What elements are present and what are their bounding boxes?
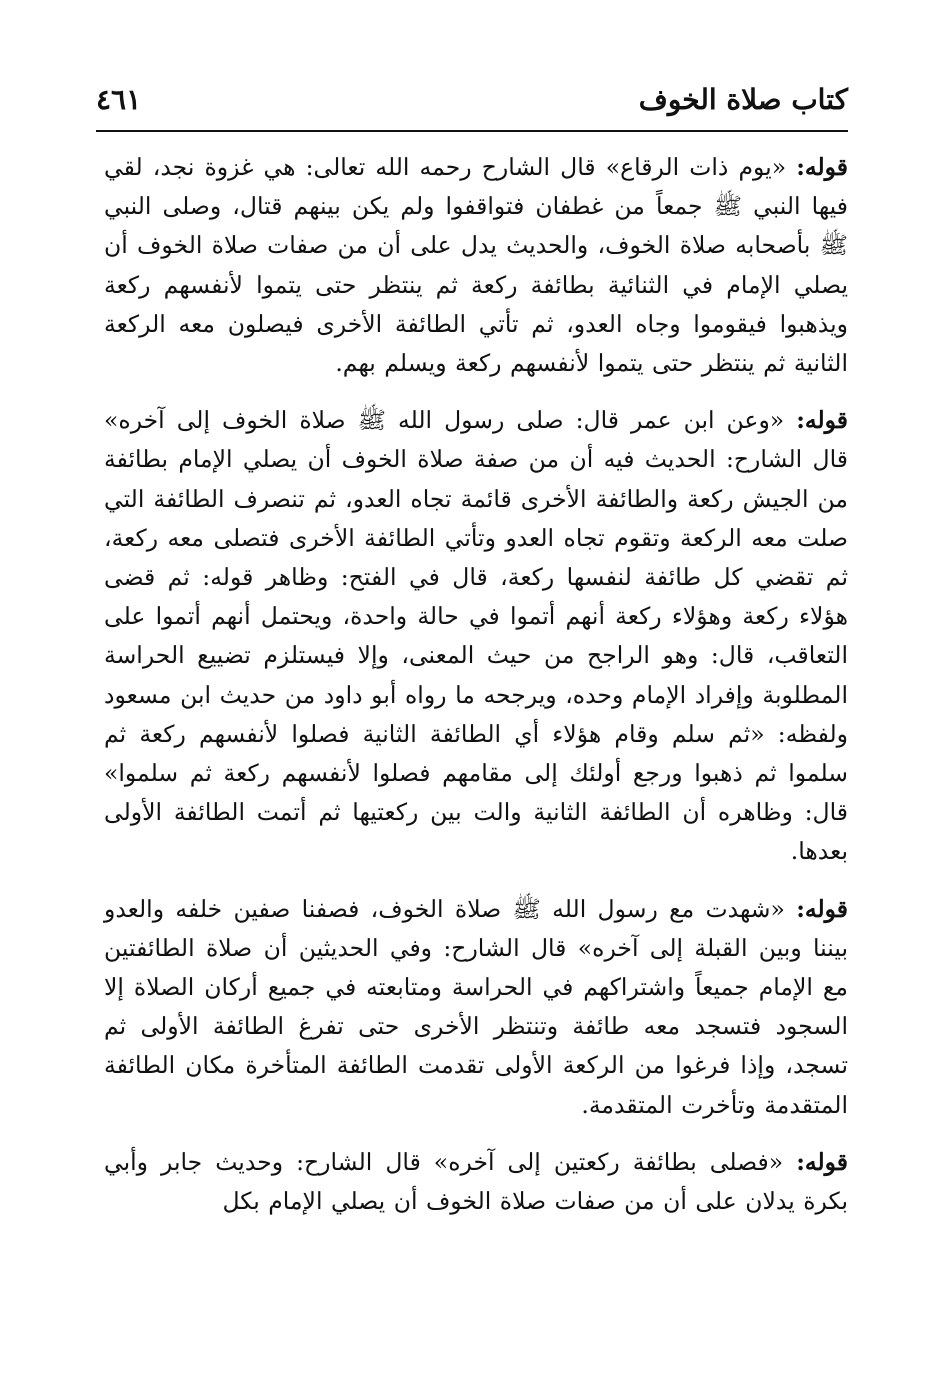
paragraph-1 <box>104 148 848 383</box>
paragraph-label: قوله: <box>796 894 848 923</box>
chapter-title: كتاب صلاة الخوف <box>638 83 848 116</box>
paragraph-label: قوله: <box>796 406 848 435</box>
page-number: ٤٦١ <box>96 83 142 116</box>
paragraph-2 <box>104 401 848 871</box>
paragraph-text: «شهدت مع رسول الله ﷺ صلاة الخوف، فصفنا صفين خلفه والعدو بيننا وبين القبلة إلى آخره» قال الشارح: وفي الحديثين أن صلاة الطائفتين مع الإمام جميعاً واشتراكهم في الحراسة ومتابعته في جميع أركان الصلاة إلا السجود فتسجد معه طائفة وتنتظر الأخرى حتى تفرغ الطائفة الأولى ثم تسجد، وإذا فرغوا من الركعة الأولى تقدمت الطائفة المتأخرة مكان الطائفة المتقدمة وتأخرت المتقدمة. <box>104 894 848 1119</box>
paragraph-text: «فصلى بطائفة ركعتين إلى آخره» قال الشارح: وحديث جابر وأبي بكرة يدلان على أن من صفات صلاة الخوف أن يصلي الإمام بكل <box>104 1147 848 1216</box>
paragraph-3 <box>104 890 848 1125</box>
paragraph-text: «يوم ذات الرقاع» قال الشارح رحمه الله تعالى: هي غزوة نجد، لقي فيها النبي ﷺ جمعاً من غطفان فتواقفوا ولم يكن بينهم قتال، وصلى النبي ﷺ بأصحابه صلاة الخوف، والحديث يدل على أن من صفات صلاة الخوف أن يصلي الإمام في الثنائية بطائفة ركعة ثم ينتظر حتى يتموا لأنفسهم ركعة ويذهبوا فيقوموا وجاه العدو، ثم تأتي الطائفة الأخرى فيصلون معه الركعة الثانية ثم ينتظر حتى يتموا لأنفسهم ركعة ويسلم بهم. <box>104 153 848 378</box>
paragraph-label: قوله: <box>796 1147 848 1176</box>
body-text <box>104 148 848 1239</box>
header-divider <box>96 130 848 132</box>
paragraph-4 <box>104 1143 848 1221</box>
paragraph-label: قوله: <box>796 153 848 181</box>
page-header <box>96 78 848 136</box>
paragraph-text: «وعن ابن عمر قال: صلى رسول الله ﷺ صلاة الخوف إلى آخره» قال الشارح: الحديث فيه أن من صفة صلاة الخوف أن يصلي الإمام بطائفة من الجيش ركعة والطائفة الأخرى قائمة تجاه العدو، ثم تنصرف الطائفة التي صلت معه الركعة وتقوم تجاه العدو وتأتي الطائفة الأخرى فتصلى معه ركعة، ثم تقضي كل طائفة لنفسها ركعة، قال في الفتح: وظاهر قوله: ثم قضى هؤلاء ركعة وهؤلاء ركعة أنهم أتموا في حالة واحدة، ويحتمل أنهم أتموا على التعاقب، قال: وهو الراجح من حيث المعنى، وإلا فيستلزم تضييع الحراسة المطلوبة وإفراد الإمام وحده، ويرجحه ما رواه أبو داود من حديث ابن مسعود ولفظه: «ثم سلم وقام هؤلاء أي الطائفة الثانية فصلوا لأنفسهم ركعة ثم سلموا ثم ذهبوا ورجع أولئك إلى مقامهم فصلوا لأنفسهم ركعة ثم سلموا» قال: وظاهره أن الطائفة الثانية والت بين ركعتيها ثم أتمت الطائفة الأولى بعدها. <box>104 406 848 866</box>
